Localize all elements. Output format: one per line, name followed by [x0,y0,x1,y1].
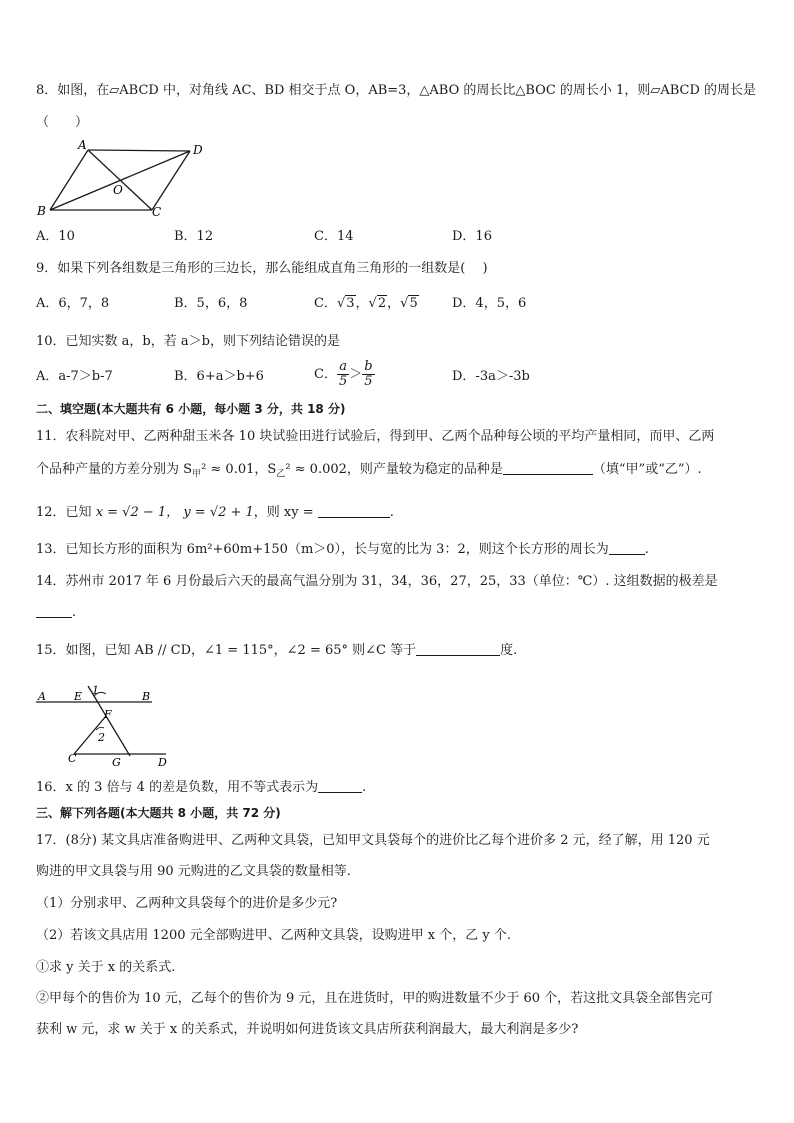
q9-option-a: A．6，7，8 [36,296,110,311]
label-d: D [158,756,167,769]
q15-answer-blank[interactable] [416,642,500,656]
q17-part1: （1）分别求甲、乙两种文具袋每个的进价是多少元? [36,896,338,911]
q16-line: 16．x 的 3 倍与 4 的差是负数，用不等式表示为 . [36,780,367,795]
label-g: G [112,756,121,769]
q8-option-c: C．14 [314,229,354,244]
q9-option-d: D．4，5，6 [452,296,527,311]
section-2-heading: 二、填空题(本大题共有 6 小题，每小题 3 分，共 18 分) [36,402,346,416]
q8-option-a: A．10 [36,229,75,244]
q10-option-b: B．6+a＞b+6 [174,369,264,384]
q8-option-d: D．16 [452,229,492,244]
q12-answer-blank[interactable] [318,504,390,518]
q8-option-b: B．12 [174,229,214,244]
label-c: C [152,205,162,219]
parallelogram-figure [34,136,214,222]
q13-line: 13．已知长方形的面积为 6m²+60m+150（m＞0），长与宽的比为 3：2，则这个长方形的周长为 . [36,542,649,557]
q13-answer-blank[interactable] [609,541,645,555]
q14-line1: 14．苏州市 2017 年 6 月份最后六天的最高气温分别为 31，34，36，27，25，33（单位：℃）. 这组数据的极差是 [36,574,718,589]
label-a: A [38,690,46,703]
q17-line1: 17．(8分) 某文具店准备购进甲、乙两种文具袋，已知甲文具袋每个的进价比乙每个进价多 2 元，经了解，用 120 元 [36,833,710,848]
label-c: C [68,752,77,765]
q11-line2: 个品种产量的方差分别为 $S_甲^2 \approx 0.01$，$S_乙^2 \approx 0.002$，则产量较为稳定的品种是 （填“甲”或“乙”）. [36,462,702,480]
parallel-lines-figure [34,680,184,770]
q14-answer-blank[interactable] [36,604,72,618]
q10-option-d: D．-3a＞-3b [452,369,530,384]
label-d: D [193,143,203,157]
q17-part2: （2）若该文具店用 1200 元全部购进甲、乙两种文具袋，设购进甲 x 个，乙 y 个. [36,928,511,943]
q16-answer-blank[interactable] [318,779,362,793]
label-e: E [74,690,83,703]
q14-line2: . [36,604,76,622]
label-a: A [78,138,87,152]
q17-line2: 购进的甲文具袋与用 90 元购进的乙文具袋的数量相等. [36,864,351,879]
label-2: 2 [98,731,105,744]
label-f: F [104,708,112,721]
q15-line: 15．如图，已知 AB // CD，∠1 = 115°，∠2 = 65° 则∠C 等于 度. [36,643,518,658]
q11-answer-blank[interactable] [503,461,593,475]
q10-option-c: C． $\frac{a}{5}$ ＞ $\frac{b}{5}$ [314,359,373,389]
q10-stem: 10．已知实数 a，b，若 a＞b，则下列结论错误的是 [36,334,340,349]
q10-option-a: A．a-7＞b-7 [36,369,113,384]
q9-stem: 9．如果下列各组数是三角形的三边长，那么能组成直角三角形的一组数是( ) [36,261,488,276]
q17-sub1: ①求 y 关于 x 的关系式. [36,960,176,975]
q8-bracket: （ ） [36,115,89,130]
label-b: B [142,690,151,703]
q9-option-c: C．√3，√2，√5 [314,296,418,311]
q12-line: 12．已知 x = √2 − 1， y = √2 + 1，则 xy = . [36,505,394,520]
q9-option-b: B．5，6，8 [174,296,248,311]
section-3-heading: 三、解下列各题(本大题共 8 小题，共 72 分) [36,806,281,820]
q17-sub2-line1: ②甲每个的售价为 10 元，乙每个的售价为 9 元，且在进货时，甲的购进数量不少于 60 个，若这批文具袋全部售完可 [36,991,714,1006]
q17-sub2-line2: 获利 w 元，求 w 关于 x 的关系式，并说明如何进货该文具店所获利润最大，最大利润是多少? [36,1022,579,1037]
label-1: 1 [92,684,99,697]
q8-stem: 8．如图，在▱ABCD 中，对角线 AC、BD 相交于点 O，AB=3，△ABO 的周长比△BOC 的周长小 1，则▱ABCD 的周长是 [36,83,757,98]
label-o: O [113,183,123,197]
q11-line1: 11．农科院对甲、乙两种甜玉米各 10 块试验田进行试验后，得到甲、乙两个品种每公顷的平均产量相同，而甲、乙两 [36,429,715,444]
label-b: B [37,204,46,218]
